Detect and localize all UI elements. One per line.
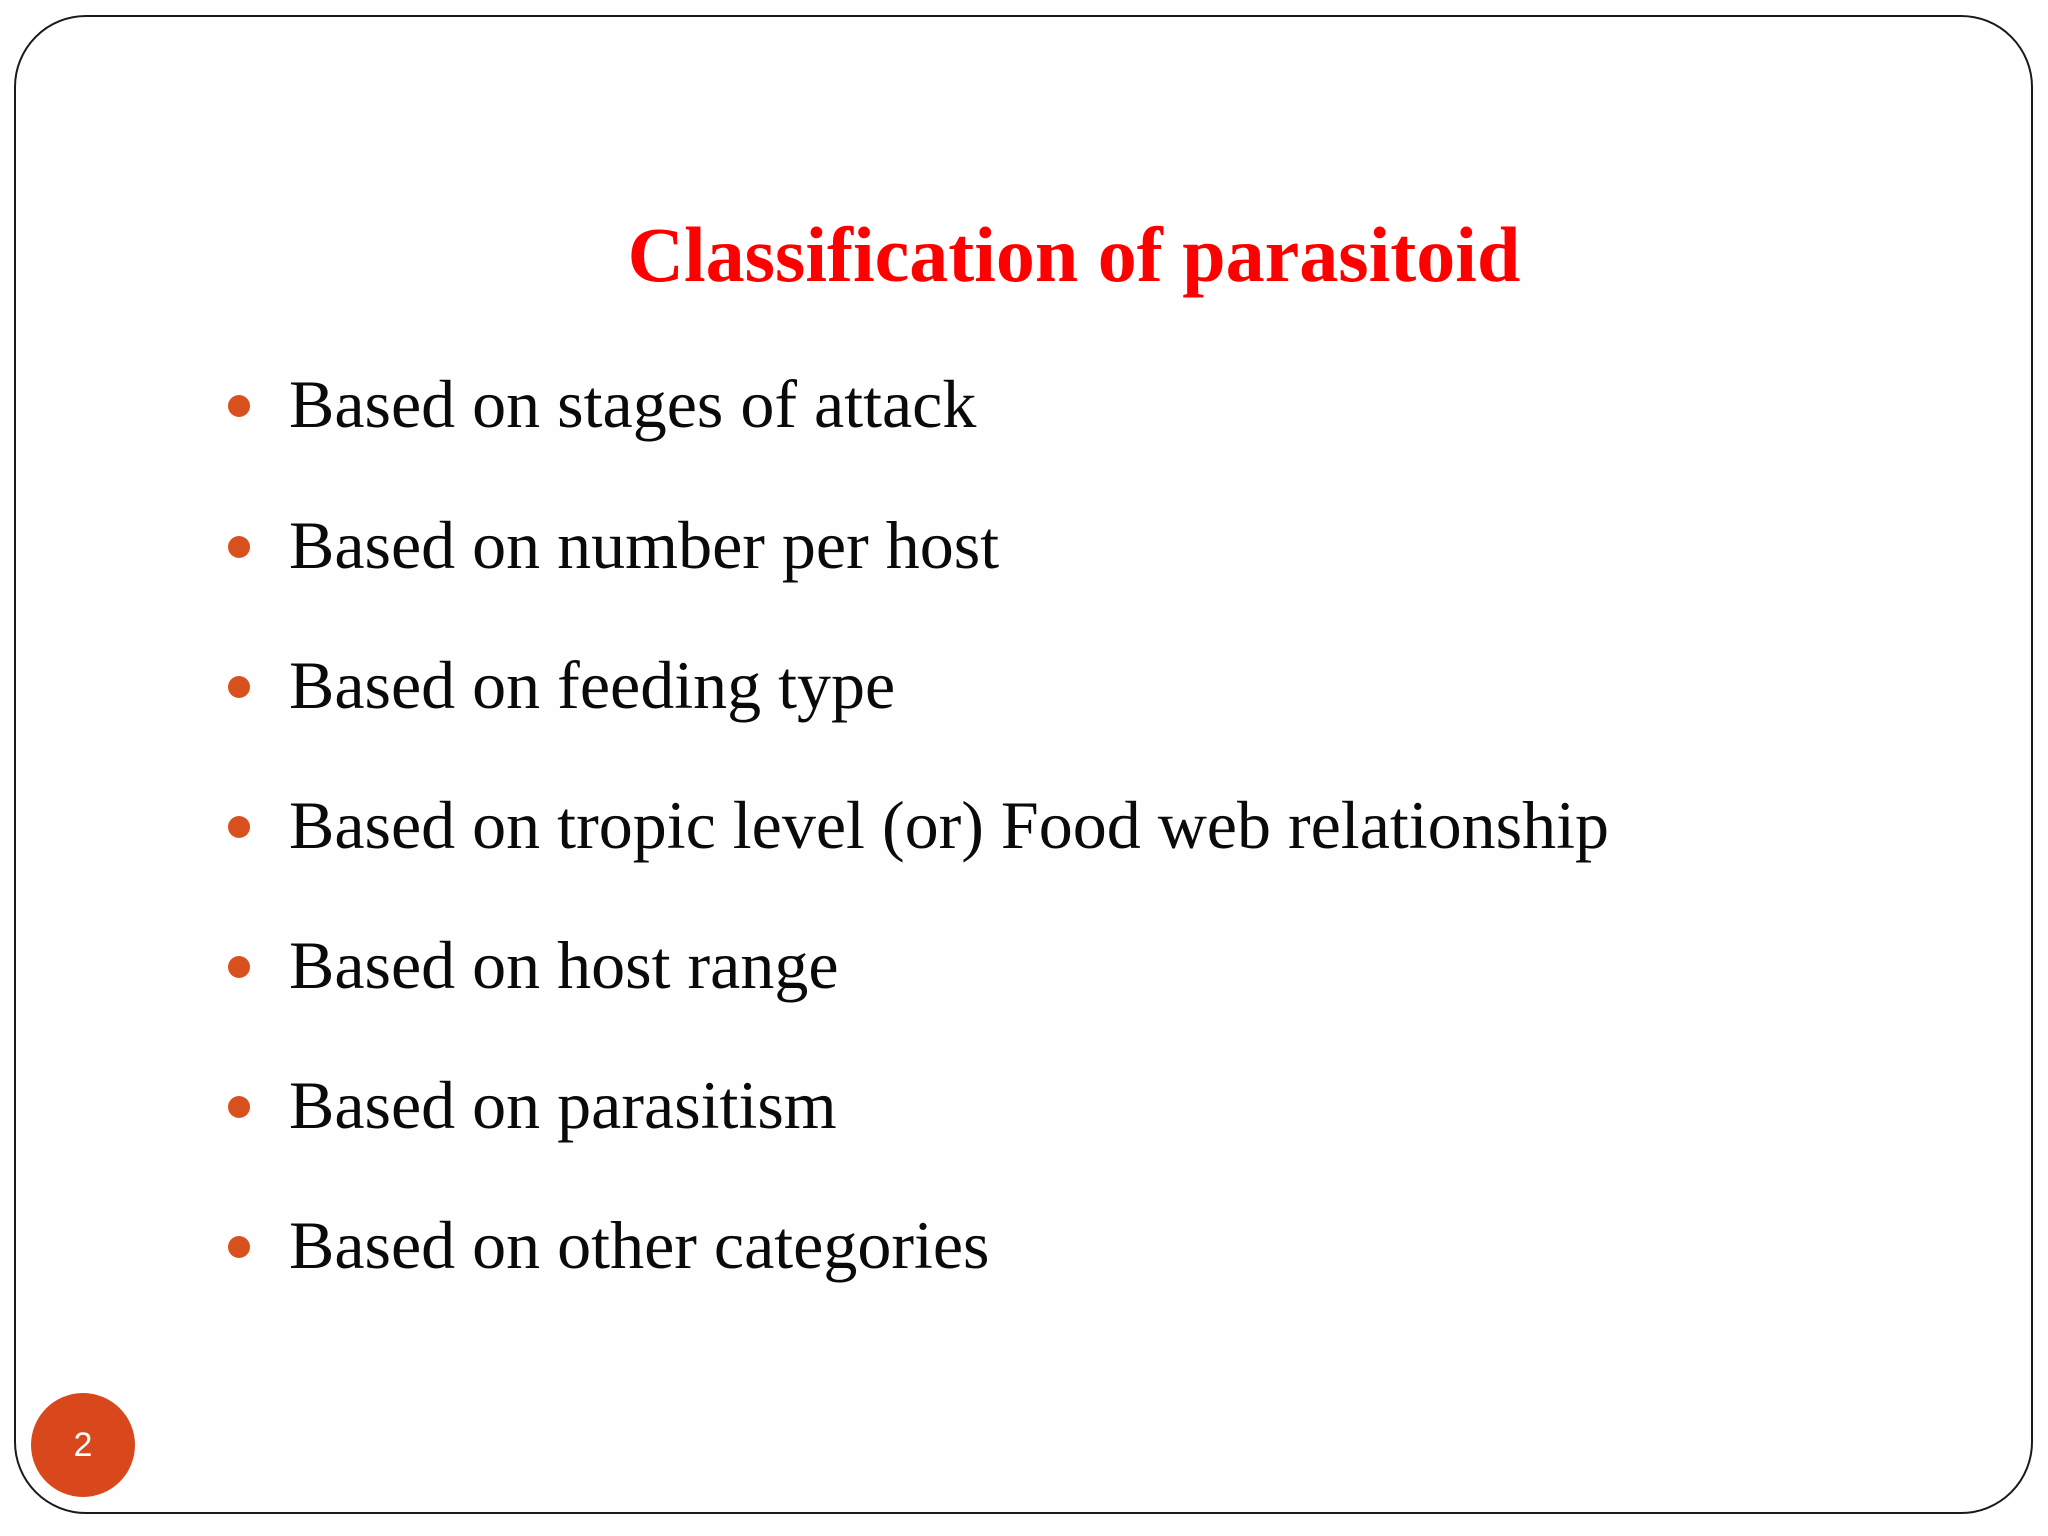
bullet-text: Based on feeding type <box>289 647 896 723</box>
bullet-icon <box>228 956 250 978</box>
slide-title: Classification of parasitoid <box>627 211 1521 298</box>
slide-number-badge: 2 <box>31 1393 135 1497</box>
bullet-icon <box>228 1096 250 1118</box>
bullet-text: Based on parasitism <box>289 1067 837 1143</box>
bullet-text: Based on stages of attack <box>289 366 977 442</box>
bullet-icon <box>228 1236 250 1258</box>
bullet-icon <box>228 816 250 838</box>
bullet-text: Based on other categories <box>289 1207 990 1283</box>
bullet-text: Based on tropic level (or) Food web relationship <box>289 787 1610 863</box>
bullet-icon <box>228 536 250 558</box>
bullet-icon <box>228 676 250 698</box>
bullet-icon <box>228 395 250 417</box>
bullet-text: Based on host range <box>289 927 839 1003</box>
bullet-text: Based on number per host <box>289 507 1000 583</box>
